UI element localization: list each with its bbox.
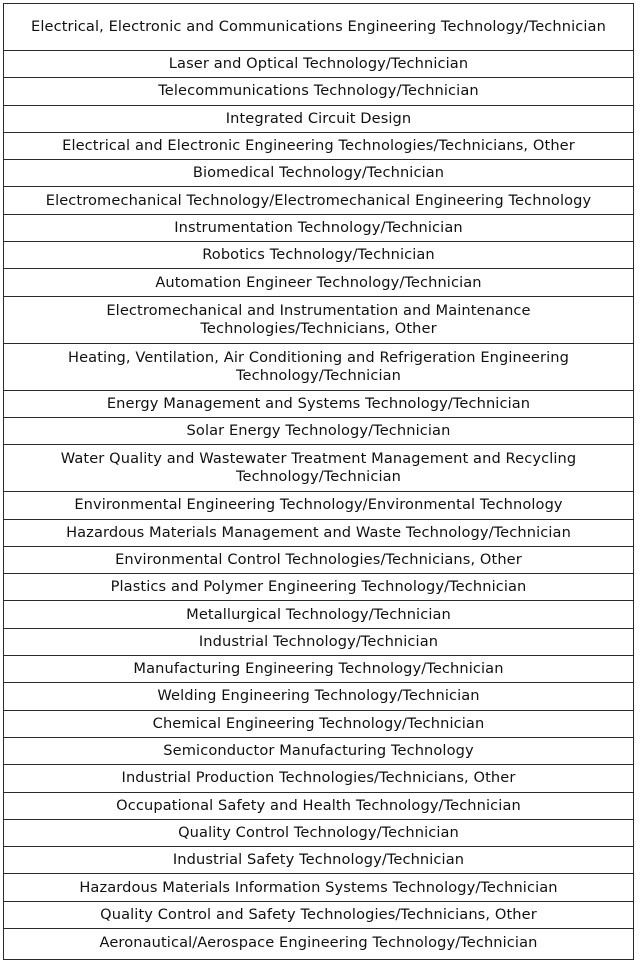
program-name: Chemical Engineering Technology/Technician [152,714,485,732]
table-row [4,711,633,738]
table-row [4,738,633,765]
table-row [4,601,633,628]
table-row [4,902,633,929]
program-name: Hazardous Materials Management and Waste Technology/Technician [66,523,571,541]
program-name: Occupational Safety and Health Technology/Technician [116,796,521,814]
table-row [4,629,633,656]
table-row [4,820,633,847]
program-name: Telecommunications Technology/Technician [158,82,479,100]
program-name: Quality Control and Safety Technologies/Technicians, Other [100,905,537,923]
program-name: Industrial Production Technologies/Technicians, Other [121,769,516,787]
table-row [4,492,633,519]
table-row [4,765,633,792]
table-row [4,160,633,187]
program-name: Instrumentation Technology/Technician [174,218,463,236]
table-row [4,242,633,269]
table-row [4,344,633,391]
program-name: Robotics Technology/Technician [202,246,435,264]
program-name: Electromechanical Technology/Electromechanical Engineering Technology [45,191,592,209]
program-name: Hazardous Materials Information Systems Technology/Technician [79,878,558,896]
table-row [4,297,633,344]
program-name: Solar Energy Technology/Technician [186,422,451,440]
table-row [4,106,633,133]
table-row [4,847,633,874]
program-name: Plastics and Polymer Engineering Technology/Technician [110,578,527,596]
table-row [4,187,633,214]
table-row [4,656,633,683]
table-row [4,445,633,492]
table-row [4,391,633,418]
program-table [3,3,634,960]
program-name: Environmental Engineering Technology/Environmental Technology [74,496,563,514]
table-row [4,520,633,547]
program-name: Quality Control Technology/Technician [178,823,459,841]
program-name: Biomedical Technology/Technician [192,164,445,182]
program-name: Welding Engineering Technology/Technician [157,687,480,705]
program-name: Metallurgical Technology/Technician [186,605,451,623]
table-row [4,418,633,445]
table-row [4,874,633,901]
table-row [4,683,633,710]
table-row [4,78,633,105]
program-name: Water Quality and Wastewater Treatment Management and Recycling Technology/Technician [60,450,577,486]
program-name: Industrial Safety Technology/Technician [172,851,465,869]
table-row [4,51,633,78]
table-row [4,269,633,296]
table-row [4,133,633,160]
program-name: Electrical, Electronic and Communications Engineering Technology/Technician [31,18,606,35]
program-name: Electromechanical and Instrumentation and Maintenance Technologies/Technicians, Other [106,301,531,337]
program-name: Integrated Circuit Design [225,109,412,127]
table-row [4,574,633,601]
program-name: Manufacturing Engineering Technology/Technician [133,660,504,678]
table-row [4,4,633,51]
program-name: Electrical and Electronic Engineering Technologies/Technicians, Other [62,137,575,155]
table-row [4,547,633,574]
program-name: Semiconductor Manufacturing Technology [163,742,474,760]
program-name: Laser and Optical Technology/Technician [168,55,469,73]
program-name: Aeronautical/Aerospace Engineering Technology/Technician [99,933,538,951]
table-row [4,929,633,956]
program-name: Automation Engineer Technology/Technician [155,273,482,291]
program-name: Industrial Technology/Technician [198,632,439,650]
program-name: Heating, Ventilation, Air Conditioning and Refrigeration Engineering Technology/Technician [68,348,569,384]
program-name: Energy Management and Systems Technology/Technician [106,394,531,412]
program-name: Environmental Control Technologies/Technicians, Other [115,551,522,568]
table-row [4,793,633,820]
table-row [4,215,633,242]
